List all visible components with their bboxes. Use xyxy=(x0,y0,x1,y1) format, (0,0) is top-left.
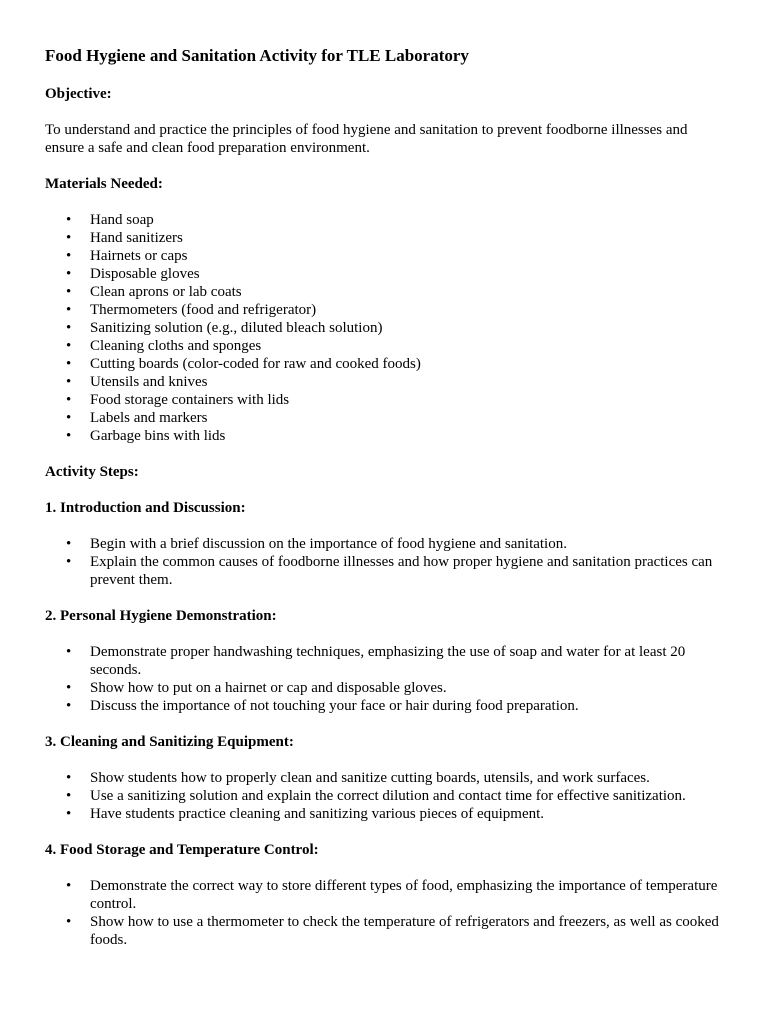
list-item: • Utensils and knives xyxy=(90,373,723,391)
section-list-cleaning xyxy=(45,769,723,823)
section-list-personal-hygiene xyxy=(45,643,723,715)
objective-heading: Objective: xyxy=(45,86,112,102)
list-item: • Explain the common causes of foodborne illnesses and how proper hygiene and sanitation practices can prevent them. xyxy=(90,553,723,589)
list-item: • Sanitizing solution (e.g., diluted bleach solution) xyxy=(90,319,723,337)
list-item: • Cutting boards (color-coded for raw and cooked foods) xyxy=(90,355,723,373)
list-item: • Show how to use a thermometer to check the temperature of refrigerators and freezers, as well as cooked foods. xyxy=(90,913,723,949)
section-heading-cleaning: 3. Cleaning and Sanitizing Equipment: xyxy=(45,734,294,750)
list-item: • Discuss the importance of not touching your face or hair during food preparation. xyxy=(90,697,723,715)
materials-list xyxy=(45,211,723,445)
list-item: • Thermometers (food and refrigerator) xyxy=(90,301,723,319)
list-item: • Garbage bins with lids xyxy=(90,427,723,445)
steps-heading: Activity Steps: xyxy=(45,464,139,480)
list-item: • Labels and markers xyxy=(90,409,723,427)
section-list-food-storage xyxy=(45,877,723,949)
section-heading-personal-hygiene: 2. Personal Hygiene Demonstration: xyxy=(45,608,277,624)
list-item: • Begin with a brief discussion on the importance of food hygiene and sanitation. xyxy=(90,535,723,553)
objective-text: To understand and practice the principles of food hygiene and sanitation to prevent foodborne illnesses and ensure a safe and clean food preparation environment. xyxy=(45,122,688,156)
list-item: • Have students practice cleaning and sanitizing various pieces of equipment. xyxy=(90,805,723,823)
list-item: • Disposable gloves xyxy=(90,265,723,283)
list-item: • Hand sanitizers xyxy=(90,229,723,247)
list-item: • Demonstrate proper handwashing techniques, emphasizing the use of soap and water for at least 20 seconds. xyxy=(90,643,723,679)
materials-heading: Materials Needed: xyxy=(45,176,163,192)
section-heading-food-storage: 4. Food Storage and Temperature Control: xyxy=(45,842,319,858)
list-item: • Hairnets or caps xyxy=(90,247,723,265)
document-title: Food Hygiene and Sanitation Activity for TLE Laboratory xyxy=(45,46,469,65)
section-list-introduction xyxy=(45,535,723,589)
list-item: • Clean aprons or lab coats xyxy=(90,283,723,301)
list-item: • Demonstrate the correct way to store different types of food, emphasizing the importance of temperature control. xyxy=(90,877,723,913)
list-item: • Show students how to properly clean and sanitize cutting boards, utensils, and work surfaces. xyxy=(90,769,723,787)
section-heading-introduction: 1. Introduction and Discussion: xyxy=(45,500,246,516)
list-item: • Show how to put on a hairnet or cap and disposable gloves. xyxy=(90,679,723,697)
list-item: • Hand soap xyxy=(90,211,723,229)
list-item: • Cleaning cloths and sponges xyxy=(90,337,723,355)
list-item: • Food storage containers with lids xyxy=(90,391,723,409)
list-item: • Use a sanitizing solution and explain the correct dilution and contact time for effective sanitization. xyxy=(90,787,723,805)
